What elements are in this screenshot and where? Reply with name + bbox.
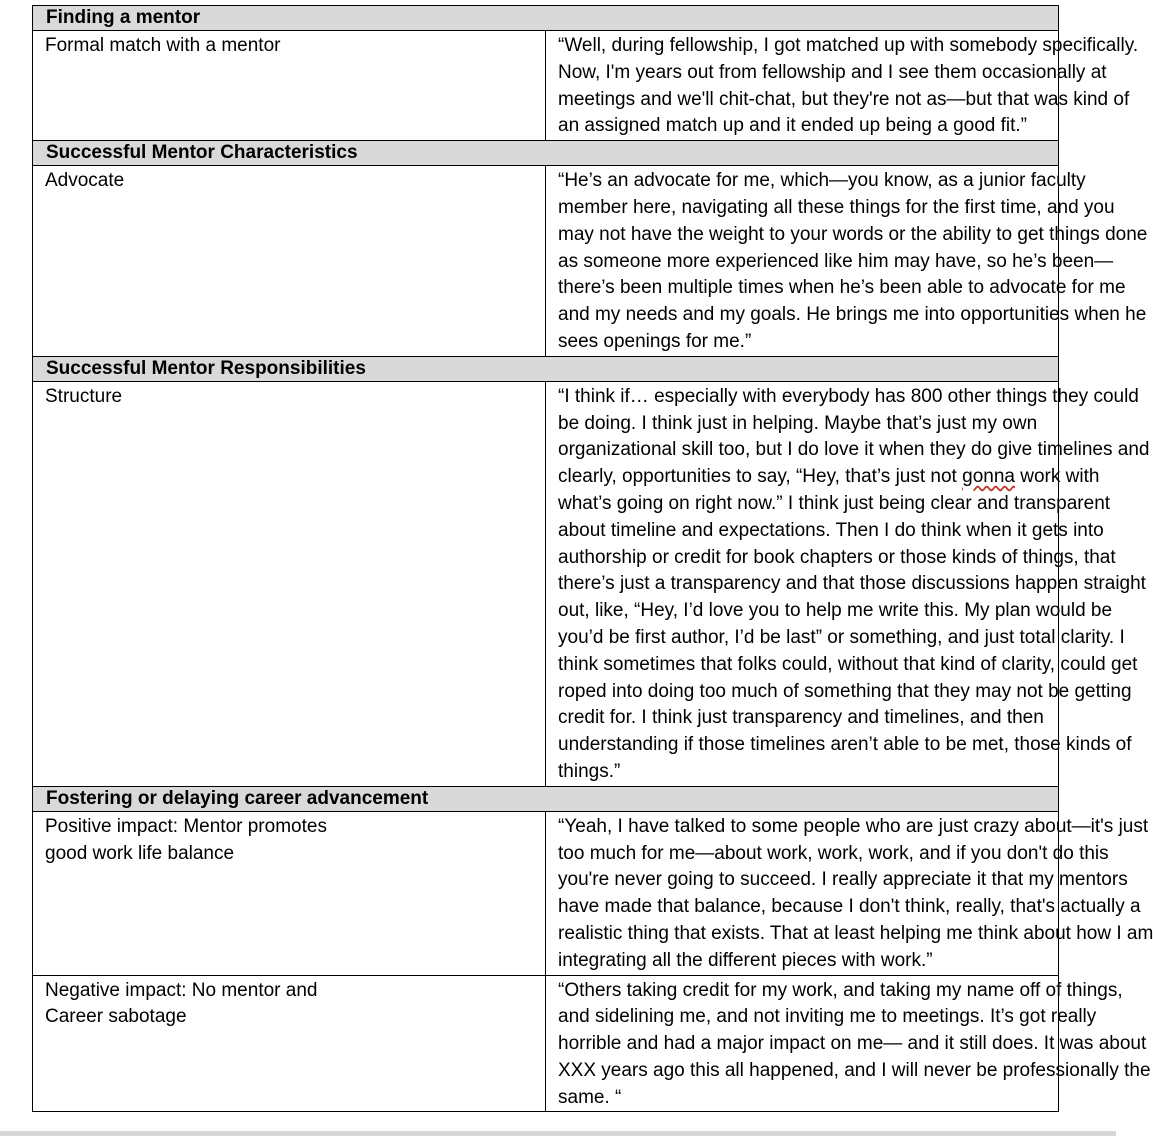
quote-line: out, like, “Hey, I’d love you to help me write this. My plan would be bbox=[558, 600, 1113, 622]
section-heading: Successful Mentor Responsibilities bbox=[33, 356, 1059, 381]
quote-line: member here, navigating all these things for the first time, and you bbox=[558, 196, 1115, 218]
document-page bbox=[32, 5, 1153, 1112]
quote-line: things.” bbox=[558, 760, 621, 782]
quote-line: integrating all the different pieces with work.” bbox=[558, 949, 933, 971]
quote-line: “Yeah, I have talked to some people who are just crazy about—it's just bbox=[558, 815, 1149, 837]
theme-label-line: Advocate bbox=[45, 170, 125, 192]
section-header-row bbox=[33, 356, 1059, 381]
table-body bbox=[33, 6, 1153, 1112]
section-heading: Finding a mentor bbox=[33, 6, 1059, 31]
quote-line: Now, I'm years out from fellowship and I see them occasionally at bbox=[558, 61, 1107, 83]
quote-cell bbox=[546, 975, 1151, 1112]
quote-line: “I think if… especially with everybody has 800 other things they could bbox=[558, 385, 1139, 407]
quote-line: meetings and we'll chit-chat, but they're not as—but that was kind of bbox=[558, 88, 1130, 110]
quote-line: clearly, opportunities to say, “Hey, that’s just not gonna work with bbox=[558, 466, 1100, 488]
quote-line: you're never going to succeed. I really appreciate it that my mentors bbox=[558, 869, 1128, 891]
quote-line: organizational skill too, but I do love it when they do give timelines and bbox=[558, 439, 1150, 461]
page-bottom-divider bbox=[0, 1131, 1116, 1136]
theme-label-cell bbox=[33, 381, 546, 786]
quote-line: there’s been multiple times when he’s been able to advocate for me bbox=[558, 277, 1126, 299]
table-row bbox=[33, 166, 1059, 357]
quote-line: there’s just a transparency and that those discussions happen straight bbox=[558, 573, 1146, 595]
quote-cell bbox=[546, 31, 1139, 141]
quote-line: “Others taking credit for my work, and taking my name off of things, bbox=[558, 979, 1123, 1001]
quote-line: understanding if those timelines aren’t able to be met, those kinds of bbox=[558, 734, 1132, 756]
theme-label-cell bbox=[33, 31, 546, 141]
quote-cell bbox=[546, 166, 1148, 357]
spellcheck-flagged-word: gonna bbox=[962, 466, 1015, 488]
quote-line: sees openings for me.” bbox=[558, 330, 752, 352]
table-row bbox=[33, 811, 1059, 975]
table-row bbox=[33, 975, 1059, 1112]
quote-line: you’d be first author, I’d be last” or something, and just total clarity. I bbox=[558, 626, 1125, 648]
quote-line: “He’s an advocate for me, which—you know, as a junior faculty bbox=[558, 170, 1086, 192]
mentorship-themes-table bbox=[32, 5, 1153, 1112]
quote-line: XXX years ago this all happened, and I will never be professionally the bbox=[558, 1059, 1151, 1081]
quote-line: authorship or credit for book chapters or those kinds of things, that bbox=[558, 546, 1116, 568]
quote-line: may not have the weight to your words or the ability to get things done bbox=[558, 223, 1148, 245]
quote-line: credit for. I think just transparency and timelines, and then bbox=[558, 707, 1044, 729]
theme-label-line: Structure bbox=[45, 385, 123, 407]
quote-line: be doing. I think just in helping. Maybe that’s just my own bbox=[558, 412, 1038, 434]
quote-line: realistic thing that exists. That at least helping me think about how I am bbox=[558, 922, 1153, 944]
theme-label-line: Career sabotage bbox=[45, 1006, 187, 1028]
quote-line: same. “ bbox=[558, 1086, 622, 1108]
theme-label-line: Positive impact: Mentor promotes bbox=[45, 815, 327, 837]
quote-line: “Well, during fellowship, I got matched up with somebody specifically. bbox=[558, 35, 1139, 56]
quote-line: have made that balance, because I don't think, really, that's actually a bbox=[558, 896, 1141, 918]
quote-line: and my needs and my goals. He brings me into opportunities when he bbox=[558, 304, 1147, 326]
theme-label-line: Negative impact: No mentor and bbox=[45, 979, 318, 1001]
quote-line: roped into doing too much of something that they may not be getting bbox=[558, 680, 1132, 702]
section-heading: Fostering or delaying career advancement bbox=[33, 786, 1059, 811]
theme-label-line: good work life balance bbox=[45, 842, 235, 864]
quote-line: as someone more experienced like him may have, so he’s been— bbox=[558, 250, 1114, 272]
theme-label-cell bbox=[33, 975, 546, 1112]
theme-label-line: Formal match with a mentor bbox=[45, 35, 281, 56]
quote-line: about timeline and expectations. Then I do think when it gets into bbox=[558, 519, 1104, 541]
section-header-row bbox=[33, 141, 1059, 166]
quote-line: think sometimes that folks could, without that kind of clarity, could get bbox=[558, 653, 1138, 675]
section-header-row bbox=[33, 786, 1059, 811]
theme-label-cell bbox=[33, 811, 546, 975]
quote-line: horrible and had a major impact on me— and it still does. It was about bbox=[558, 1033, 1147, 1055]
section-heading: Successful Mentor Characteristics bbox=[33, 141, 1059, 166]
section-header-row bbox=[33, 6, 1059, 31]
quote-line: too much for me—about work, work, work, and if you don't do this bbox=[558, 842, 1109, 864]
quote-line: an assigned match up and it ended up being a good fit.” bbox=[558, 115, 1028, 137]
quote-cell bbox=[546, 811, 1153, 975]
table-row bbox=[33, 381, 1059, 786]
quote-line: what’s going on right now.” I think just being clear and transparent bbox=[558, 492, 1111, 514]
theme-label-cell bbox=[33, 166, 546, 357]
quote-cell bbox=[546, 381, 1150, 786]
table-row bbox=[33, 31, 1059, 141]
quote-line: and sidelining me, and not inviting me to meetings. It’s got really bbox=[558, 1006, 1097, 1028]
